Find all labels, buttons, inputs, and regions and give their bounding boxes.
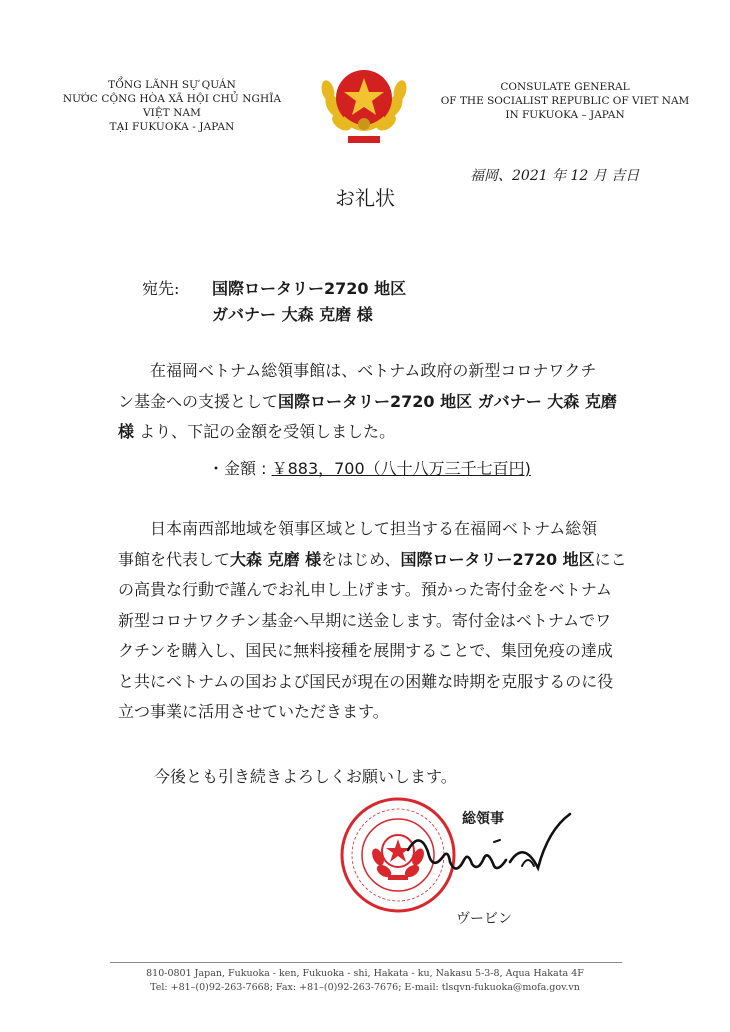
footer-address: 810-0801 Japan, Fukuoka - ken, Fukuoka - shi, Hakata - ku, Nakasu 5-3-8, Aqua Hakata 4F: [146, 968, 584, 979]
footer-contact: Tel: +81–(0)92-263-7668; Fax: +81–(0)92-263-7676; E-mail: tlsqvn-fukuoka@mofa.gov.vn: [150, 982, 580, 993]
signatory-title: 総領事: [462, 811, 504, 827]
para2-text8: と共にベトナムの国および国民が現在の困難な時期を克服するのに役: [118, 671, 614, 691]
letter-title: お礼状: [335, 186, 395, 210]
para2-text5: の高貴な行動で謹んでお礼申し上げます。預かった寄付金をベトナム: [118, 580, 612, 599]
para2-text4: にこ: [594, 549, 627, 569]
address-label: 宛先:: [142, 279, 180, 298]
header-en-line1: CONSULATE GENERAL: [500, 81, 630, 93]
para2-text7: クチンを購入し、国民に無料接種を展開することで、集団免疫の達成: [118, 641, 613, 660]
signatory-name: ヴービン: [456, 911, 512, 927]
para2-text3: をはじめ、: [321, 549, 401, 569]
footer-divider: [110, 962, 622, 963]
amount-value: ￥883，700（八十八万三千七百円): [271, 459, 531, 478]
para2-text1: 日本南西部地域を領事区域として担当する在福岡ベトナム総領: [150, 519, 598, 538]
para1-bold2: 様: [118, 422, 135, 441]
header-en-line3: IN FUKUOKA – JAPAN: [505, 109, 625, 121]
para2-bold1: 大森 克磨 様: [230, 549, 322, 569]
header-en-line2: OF THE SOCIALIST REPUBLIC OF VIET NAM: [440, 95, 690, 107]
header-vn-line1: TỔNG LÃNH SỰ QUÁN: [108, 79, 236, 91]
para1-bold1: 国際ロータリー2720 地区 ガバナー 大森 克磨: [278, 391, 617, 411]
para2-text9: 立つ事業に活用させていただきます。: [118, 702, 389, 721]
para2-text6: 新型コロナワクチン基金へ早期に送金します。寄付金はベトナムでワ: [118, 610, 612, 630]
para1-text3: より、下記の金額を受領しました。: [134, 422, 396, 441]
address-line2: ガバナー 大森 克磨 様: [212, 305, 373, 324]
para2-bold2: 国際ロータリー2720 地区: [400, 549, 595, 569]
para1-text1: 在福岡ベトナム総領事館は、ベトナム政府の新型コロナワクチ: [150, 361, 597, 380]
header-vietnamese: [52, 78, 292, 134]
header-vn-line3: TẠI FUKUOKA - JAPAN: [109, 121, 235, 133]
paragraph-receipt: [118, 356, 658, 448]
amount-line: [208, 456, 531, 479]
amount-label: ・金額 :: [208, 459, 267, 478]
header-english: [420, 80, 710, 122]
closing-line: 今後とも引き続きよろしくお願いします。: [154, 767, 457, 786]
para1-text2: ン基金への支援として: [118, 391, 279, 411]
paragraph-thanks: [118, 514, 658, 728]
letter-date: 福岡、2021 年 12 月 吉日: [470, 168, 640, 184]
header-vn-line2: NƯỚC CỘNG HÒA XÃ HỘI CHỦ NGHĨA VIỆT NAM: [62, 93, 282, 119]
address-line1: 国際ロータリー2720 地区: [212, 279, 407, 298]
para2-text2: 事館を代表して: [118, 549, 231, 569]
vietnam-national-emblem-icon: [314, 56, 414, 156]
